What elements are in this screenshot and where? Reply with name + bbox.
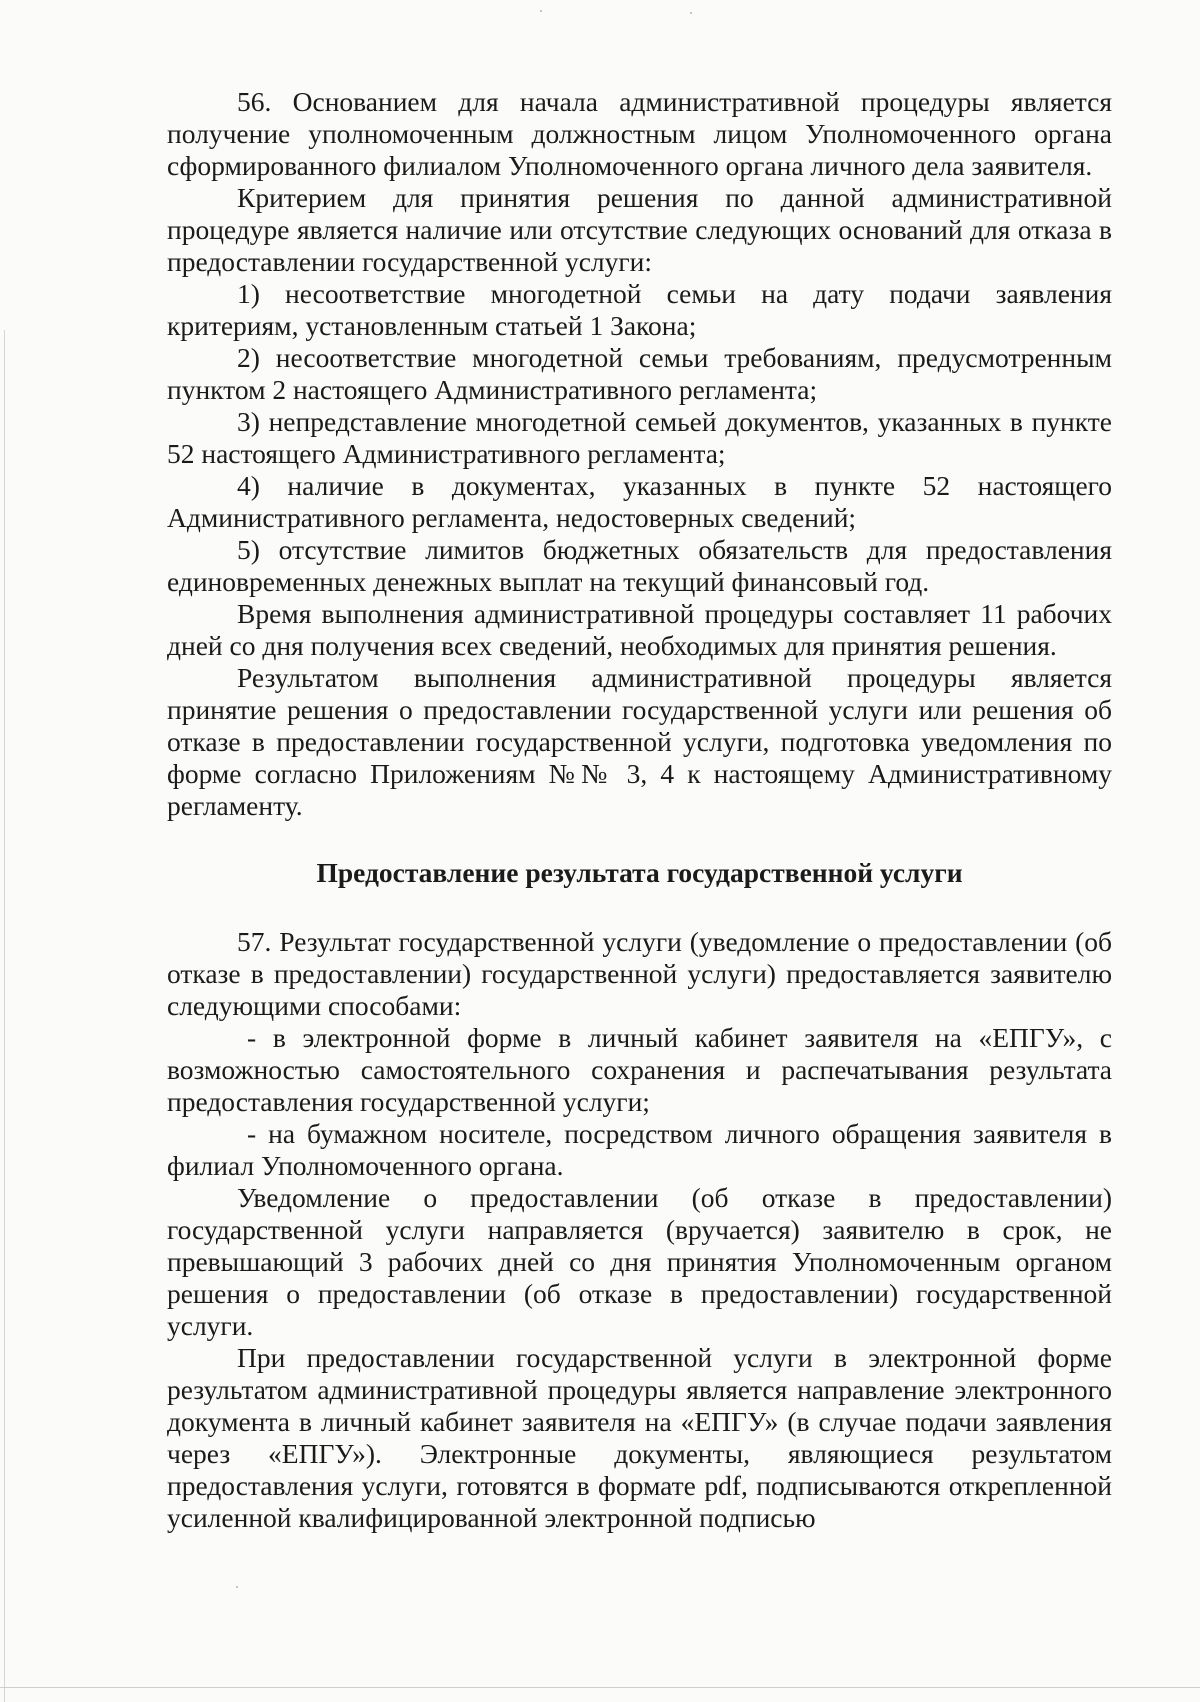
document-page xyxy=(167,86,1112,1534)
paragraph-57: 57. Результат государственной услуги (уведомление о предоставлении (об отказе в предоставлении) государственной услуги) предоставляется заявителю следующими способами: xyxy=(167,926,1112,1021)
criteria-item-4: 4) наличие в документах, указанных в пункте 52 настоящего Административного регламента, недостоверных сведений; xyxy=(167,470,1112,533)
result-paragraph: Результатом выполнения административной процедуры является принятие решения о предоставлении государственной услуги или решения об отказе в предоставлении государственной услуги, подготовка уведомления по форме согласно Приложениям №№ 3, 4 к настоящему Административному регламенту. xyxy=(167,662,1112,821)
criteria-item-5: 5) отсутствие лимитов бюджетных обязательств для предоставления единовременных денежных выплат на текущий финансовый год. xyxy=(167,534,1112,597)
method-paper: - на бумажном носителе, посредством личного обращения заявителя в филиал Уполномоченного органа. xyxy=(167,1118,1112,1181)
scan-speck xyxy=(236,1586,238,1588)
scan-edge-line xyxy=(4,330,5,1702)
criteria-item-2: 2) несоответствие многодетной семьи требованиям, предусмотренным пунктом 2 настоящего Административного регламента; xyxy=(167,342,1112,405)
scan-speck xyxy=(540,10,542,12)
scan-speck xyxy=(690,12,692,14)
criteria-item-1: 1) несоответствие многодетной семьи на дату подачи заявления критериям, установленным статьей 1 Закона; xyxy=(167,278,1112,341)
notification-paragraph: Уведомление о предоставлении (об отказе в предоставлении) государственной услуги направляется (вручается) заявителю в срок, не превышающий 3 рабочих дней со дня принятия Уполномоченным органом решения о предоставлении (об отказе в предоставлении) государственной услуги. xyxy=(167,1182,1112,1341)
criteria-item-3: 3) непредставление многодетной семьей документов, указанных в пункте 52 настоящего Административного регламента; xyxy=(167,406,1112,469)
method-electronic: - в электронной форме в личный кабинет заявителя на «ЕПГУ», с возможностью самостоятельного сохранения и распечатывания результата предоставления государственной услуги; xyxy=(167,1022,1112,1117)
section-heading: Предоставление результата государственной услуги xyxy=(316,857,963,888)
criteria-paragraph: Критерием для принятия решения по данной административной процедуре является наличие или отсутствие следующих оснований для отказа в предоставлении государственной услуги: xyxy=(167,182,1112,277)
scan-bottom-line xyxy=(0,1687,1200,1688)
execution-time-paragraph: Время выполнения административной процедуры составляет 11 рабочих дней со дня получения всех сведений, необходимых для принятия решения. xyxy=(167,598,1112,661)
paragraph-56: 56. Основанием для начала административной процедуры является получение уполномоченным должностным лицом Уполномоченного органа сформированного филиалом Уполномоченного органа личного дела заявителя. xyxy=(167,86,1112,181)
electronic-result-paragraph: При предоставлении государственной услуги в электронной форме результатом административной процедуры является направление электронного документа в личный кабинет заявителя на «ЕПГУ» (в случае подачи заявления через «ЕПГУ»). Электронные документы, являющиеся результатом предоставления услуги, готовятся в формате pdf, подписываются открепленной усиленной квалифицированной электронной подписью xyxy=(167,1342,1112,1533)
